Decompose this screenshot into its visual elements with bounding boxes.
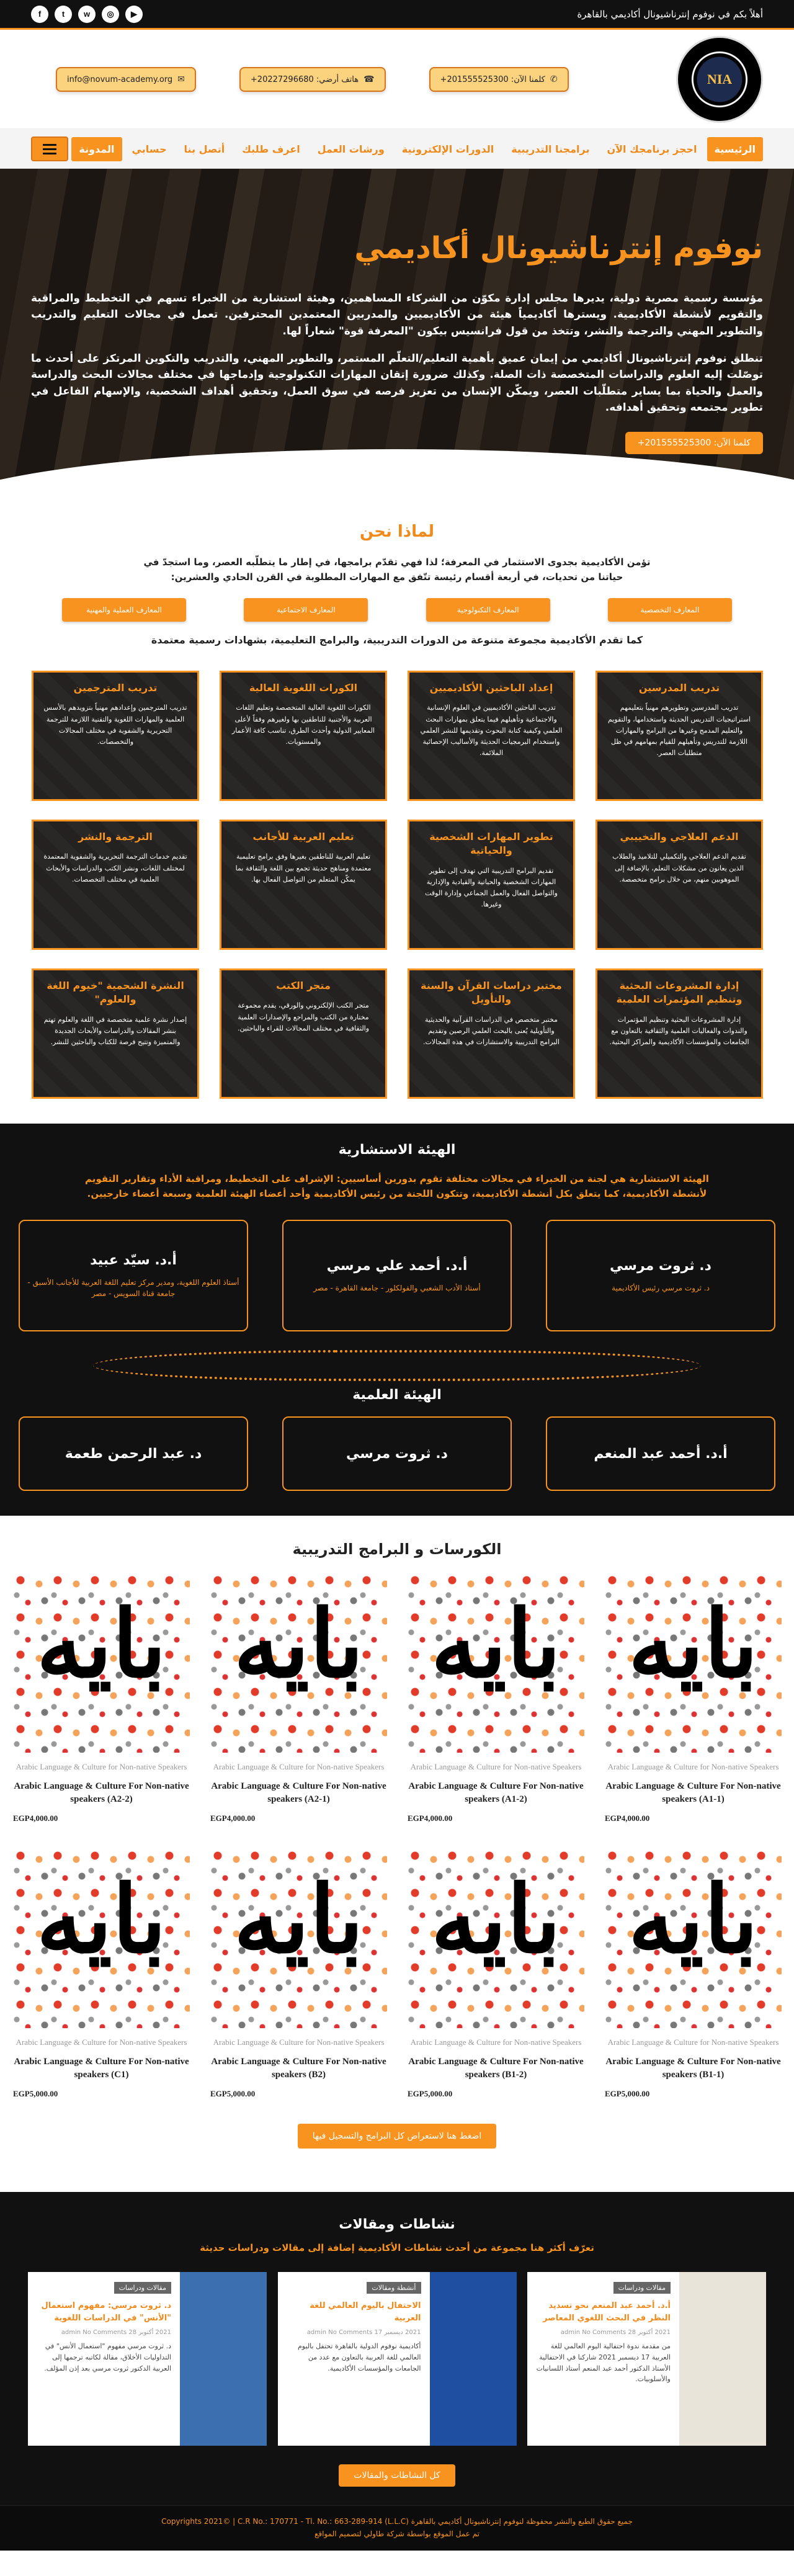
course-name[interactable]: Arabic Language & Culture For Non-native speakers (B1-2) [408,2057,584,2080]
calligraphy-glyph: بايه [36,1865,167,1975]
news-image[interactable] [679,2272,766,2446]
advisory-member-card [19,1220,248,1331]
department-text: مختبر متخصص في الدراسات القرآنية والحديثية والتأويلية يُعنى بالبحث العلمي الرصين وتقديم البرامج التدريبية والاستشارات في هذه المجالات. [423,1015,560,1047]
whatsapp-icon[interactable]: w [78,6,96,23]
why-us-title: لماذا نحن [359,522,435,541]
department-card[interactable] [220,968,387,1099]
news-excerpt: من مقدمة ندوة احتفالية اليوم العالمي للغة العربية 17 ديسمبر 2021 شاركنا في الاحتفالية الأستاذ الدكتور أحمد عبد المنعم أستاذ اللسانيات والأسلوبيات. [536,2342,671,2384]
news-card[interactable] [28,2272,267,2446]
contact-icon: ✆ [550,74,558,84]
course-category[interactable]: Arabic Language & Culture for Non-native Speakers [213,2037,385,2047]
twitter-icon[interactable]: t [55,6,72,23]
nav-item[interactable]: أتصل بنا [184,143,225,155]
advisory-member-card [282,1220,512,1331]
course-card[interactable] [13,1573,190,1823]
why-us-sub: كما تقدم الأكاديمية مجموعة متنوعة من الدورات التدريبية، والبرامج التعليمية، بشهادات رسمية معتمدة [151,634,643,646]
knowledge-button[interactable]: المعارف العملية والمهنية [62,598,186,622]
course-card[interactable] [408,1573,584,1823]
course-card[interactable] [210,1573,387,1823]
member-role: أستاذ العلوم اللغوية، ومدير مركز تعليم اللغة العربية للأجانب الأسبق - جامعة قناة السويس - مصر [27,1277,239,1298]
news-title[interactable]: الاحتفال باليوم العالمي للغة العربية [310,2301,421,2323]
course-price: EGP5,000.00 [605,2089,650,2099]
contact-text: هاتف أرضي: 20227296680+ [250,74,359,84]
contact-boxes [56,67,569,92]
department-card[interactable] [408,820,575,950]
member-name: أ.د. أحمد عبد المنعم [594,1446,728,1462]
footer-copyright: جميع حقوق الطبع والنشر محفوظة لنوفوم إنترناشيونال أكاديمي بالقاهرة Copyrights 2021© | C.R No.: 170771 - Tl. No.: 663-289-914 (L.L.C) [161,2517,633,2526]
scientific-member-card [282,1416,512,1491]
department-card[interactable] [32,968,199,1099]
department-title: تطوير المهارات الشخصية والحياتية [429,831,553,857]
calligraphy-glyph: بايه [233,1590,364,1699]
news-card[interactable] [278,2272,517,2446]
department-card[interactable] [596,820,763,950]
course-image[interactable] [210,1573,387,1753]
department-card[interactable] [220,671,387,801]
department-text: تقديم الدعم العلاجي والتكميلي للتلاميذ والطلاب الذين يعانون من مشكلات التعلم، بالإضافة إلى الموهوبين منهم، من خلال برامج متخصصة. [612,852,746,883]
department-text: متجر الكتب الإلكتروني والورقي، يقدم مجموعة مختارة من الكتب والمراجع والإصدارات العلمية والثقافية في مختلف المجالات للقراء والباحثين. [237,1001,370,1032]
calligraphy-glyph: بايه [430,1590,561,1699]
contact-box[interactable] [56,67,196,92]
member-role: د. ثروت مرسي رئيس الأكاديمية [612,1283,710,1292]
nav-item[interactable]: الرئيسية [707,137,764,161]
department-card[interactable] [408,671,575,801]
member-name: د. ثروت مرسي [346,1446,448,1462]
department-card[interactable] [220,820,387,950]
department-text: تقديم خدمات الترجمة التحريرية والشفوية المعتمدة لمختلف اللغات، ونشر الكتب والدراسات والأبحاث العلمية في مختلف التخصصات. [43,852,187,883]
hero-title: نوفوم إنترناشيونال أكاديمي [354,231,763,266]
course-name[interactable]: Arabic Language & Culture For Non-native speakers (B2) [211,2057,386,2080]
news-category-tag[interactable]: مقالات ودراسات [613,2282,671,2294]
member-name: أ.د. أحمد علي مرسي [326,1258,468,1274]
hamburger-menu-button[interactable] [31,136,68,161]
scientific-members [19,1416,775,1491]
news-desc: تعرّف أكثر هنا مجموعة من أحدث نشاطات الأكاديمية إضافة إلى مقالات ودراسات حديثة [200,2242,594,2254]
news-grid [28,2272,766,2446]
why-us-lead: تؤمن الأكاديمية بجدوى الاستثمار في المعرفة؛ لذا فهي تقدّم برامجها، في إطار ما يتطلّبه العصر، وما استجدّ في حياتنا من تحديات، في أربعة أقسام رئيسة تتّفق مع المهارات المطلوبة في القرن الحادي والعشرين: [143,557,651,583]
course-card[interactable] [408,1848,584,2099]
course-category[interactable]: Arabic Language & Culture for Non-native Speakers [16,1762,187,1771]
department-text: الكورات اللغوية العالية المتخصصة وتعليم اللغات العربية والأجنبية للناطقين بها ولغيرهم وفقاً لأعلى المعايير الدولية وأحدث الطرق، تناسب كافة الأعمار والمستويات. [231,704,375,746]
site-footer [0,2505,794,2551]
top-bar [0,0,794,30]
course-category[interactable]: Arabic Language & Culture for Non-native Speakers [410,2037,582,2047]
department-title: مختبر دراسات القرآن والسنة والتأويل [421,980,562,1006]
news-meta: 2021 أكتوبر 28 admin No Comments [61,2329,171,2337]
news-image[interactable] [180,2272,267,2446]
course-price: EGP4,000.00 [13,1813,58,1823]
news-excerpt: أكاديمية نوفوم الدولية بالقاهرة تحتفل باليوم العالمي للغة العربية بالتعاون مع عدد من الجامعات والمؤسسات الأكاديمية. [298,2342,421,2373]
course-name[interactable]: Arabic Language & Culture For Non-native speakers (B1-1) [605,2057,781,2080]
calligraphy-glyph: بايه [36,1590,167,1699]
department-text: تدريب المترجمين وإعدادهم مهنياً بتزويدهم بالأسس العلمية والمهارات اللغوية والتقنية اللازمة للترجمة التحريرية والشفوية في مختلف المجالات والتخصصات. [43,704,187,746]
academy-logo[interactable] [676,36,763,123]
knowledge-button[interactable]: المعارف التكنولوجية [426,598,550,622]
news-title[interactable]: د. ثروت مرسي: مفهوم استعمال "الأنس" في الدراسات اللغوية [41,2301,171,2323]
contact-icon: ☎ [364,74,375,84]
nav-item[interactable]: برامجنا التدريبية [511,143,590,155]
knowledge-button[interactable]: المعارف التخصصية [608,598,732,622]
course-image[interactable] [408,1848,584,2028]
nav-item[interactable]: المدونة [71,137,122,161]
contact-text: كلمنا الآن: 201555525300+ [440,74,545,84]
news-title: نشاطات ومقالات [339,2217,455,2233]
news-title[interactable]: أ.د. أحمد عبد المنعم نحو تسديد النظر في البحث اللغوي المعاصر [543,2301,671,2323]
calligraphy-glyph: بايه [628,1865,759,1975]
boards-section [0,1124,794,1516]
department-title: إعداد الباحثين الأكاديميين [429,682,553,694]
hero-paragraph-2: تنطلق نوفوم إنترناشيونال أكاديمي من إيمان عميق بأهمية التعليم/التعلّم المستمر، والتطوير المهني، والتدريب والتكوين المرتكز على أحدث ما توصّلت إليه العلوم والدراسات المتخصصة ذات الصلة. وكذلك ضرورة إتقان المهارات التكنولوجية وإدماجها في مختلف مجالات البحث والدراسة والعمل والحياة بما يساير متطلّبات العصر، ويمكّن الإنسان من تعزيز فرصه في سوق العمل، وتحقيق أهداف الشخصية، والإسهام الفاعل في تطوير مجتمعه وتحقيق أهدافه. [31,352,763,414]
courses-grid [12,1573,782,2099]
course-price: EGP4,000.00 [210,1813,256,1823]
nav-items [71,137,763,161]
hero-paragraph-1: مؤسسة رسمية مصرية دولية، يديرها مجلس إدارة مكوّن من الشركاء المساهمين، وهيئة استشارية من الخبراء تسهم في التخطيط والمراقبة والتقويم لأنشطة الأكاديمية. ويسترها أكاديمياً هيئة من الأكاديميين والمدربين المعتمدين المحترفين. تعمل في مجالات التعليم والتدريب والتطوير المهني والترجمة والنشر، وتتخذ من قول فرانسيس بيكون "المعرفة قوة" شعاراً لها. [31,292,763,338]
department-text: تقديم البرامج التدريبية التي تهدف إلى تطوير المهارات الشخصية والحياتية والقيادية والإدارية والتواصل الفعال والعمل الجماعي وإدارة الوقت وغيرها. [425,866,558,909]
nav-item[interactable]: احجز برنامجك الآن [607,143,697,155]
ornament-divider [93,1350,701,1381]
logo-text: NIA [707,71,733,87]
department-text: تدريب المدرسين وتطويرهم مهنياً بتعليمهم استراتيجيات التدريس الحديثة واستخدامها، والتقويم والتعليم المدمج وغيرها من البرامج والمهارات اللازمة للتدريس وتأهيلهم للقيام بمهامهم في ظل متطلبات العصر. [607,704,751,757]
nav-item[interactable]: ورشات العمل [317,143,385,155]
advisory-member-card [546,1220,775,1331]
department-card[interactable] [32,820,199,950]
main-nav [0,129,794,169]
course-image[interactable] [13,1848,190,2028]
department-title: تدريب المدرسين [638,682,720,694]
all-news-button[interactable]: كل النشاطات والمقالات [339,2464,455,2487]
contact-box[interactable] [239,67,386,92]
hero-call-button[interactable]: كلمنا الآن: 201555525300+ [625,432,763,454]
course-category[interactable]: Arabic Language & Culture for Non-native Speakers [607,2037,779,2047]
course-category[interactable]: Arabic Language & Culture for Non-native Speakers [16,2037,187,2047]
calligraphy-glyph: بايه [628,1590,759,1699]
scientific-member-card [19,1416,248,1491]
advisory-title: الهيئة الاستشارية [338,1142,456,1158]
calligraphy-glyph: بايه [430,1865,561,1975]
news-excerpt: د. ثروت مرسي مفهوم "استعمال الأنس" في التداوليات الأخلاق، مقالة لكاتبه ترجمها إلى العربية الدكتور ثروت مرسي بعد إذن المؤلف. [44,2342,171,2373]
advisory-desc: الهيئة الاستشارية هي لجنة من الخبراء في مجالات مختلفة تقوم بدورين أساسيين: الإشراف على التخطيط، ومراقبة الأداء وتقارير التقويم لأنشطة الأكاديمية، كما يتعلق بكل أنشطة الأكاديمية، وتتكون اللجنة من رئيس الأكاديمية وأحد أعضاء الهيئة العلمية وسبعة أعضاء خارجيين. [85,1173,709,1199]
news-body [28,2272,180,2446]
department-title: الترجمة والنشر [78,831,153,843]
advisory-members [19,1220,775,1331]
course-name[interactable]: Arabic Language & Culture For Non-native speakers (A1-2) [408,1781,584,1805]
news-category-tag[interactable]: مقالات ودراسات [114,2282,171,2294]
course-image[interactable] [408,1573,584,1753]
course-card[interactable] [13,1848,190,2099]
department-card[interactable] [596,968,763,1099]
news-meta: 2021 ديسمبر 17 admin No Comments [306,2329,421,2337]
department-text: إصدار نشرة علمية متخصصة في اللغة والعلوم تهتم بنشر المقالات والدراسات والأبحاث الجديدة والمتميزة وتتيح فرصة للكتاب والباحثين للنشر. [43,1015,187,1047]
social-links [31,6,143,23]
course-category[interactable]: Arabic Language & Culture for Non-native Speakers [213,1762,385,1771]
department-card[interactable] [32,671,199,801]
department-title: إدارة المشروعات البحثية وتنظيم المؤتمرات العلمية [616,980,743,1006]
why-us-section [0,516,794,658]
site-header [0,30,794,129]
footer-credit: تم عمل الموقع بواسطة شركة طاولي لتصميم المواقع [314,2529,480,2539]
department-title: الدعم العلاجي والتخييبي [620,831,739,843]
department-text: إدارة المشروعات البحثية وتنظيم المؤتمرات والندوات والفعاليات العلمية والثقافية بالتعاون مع الجامعات والمؤسسات الأكاديمية والمراكز البحثية. [609,1015,749,1047]
news-image[interactable] [430,2272,517,2446]
course-name[interactable]: Arabic Language & Culture For Non-native speakers (A1-1) [605,1781,781,1805]
department-title: الكورات اللغوية العالية [249,682,358,694]
news-meta: 2021 أكتوبر 28 admin No Comments [560,2329,671,2337]
departments-grid [31,671,763,1124]
course-image[interactable] [605,1848,782,2028]
contact-box[interactable] [429,67,569,92]
contact-icon: ✉ [177,74,185,84]
news-body [278,2272,430,2446]
scientific-member-card [546,1416,775,1491]
facebook-icon[interactable]: f [31,6,48,23]
course-category[interactable]: Arabic Language & Culture for Non-native Speakers [410,1762,582,1771]
hero-curve [0,449,794,516]
department-title: متجر الكتب [276,980,331,991]
courses-section [0,1516,794,2192]
department-text: تعليم العربية للناطقين بغيرها وفق برامج تعليمية معتمدة ومناهج حديثة تجمع بين اللغة والثقافة بما يمكّن المتعلم من التواصل الفعال بها. [235,852,372,883]
member-name: أ.د. سيّد عبيد [90,1252,177,1268]
course-price: EGP5,000.00 [210,2089,256,2099]
instagram-icon[interactable]: ◎ [102,6,119,23]
course-image[interactable] [605,1573,782,1753]
course-image[interactable] [13,1573,190,1753]
course-name[interactable]: Arabic Language & Culture For Non-native speakers (C1) [14,2057,189,2080]
member-name: د. ثروت مرسي [610,1258,711,1274]
nav-item[interactable]: الدورات الإلكترونية [401,143,494,155]
course-image[interactable] [210,1848,387,2028]
course-price: EGP5,000.00 [13,2089,58,2099]
course-price: EGP4,000.00 [408,1813,453,1823]
contact-text: info@novum-academy.org [67,74,173,84]
nav-item[interactable]: اعرف طلبك [242,143,300,155]
course-name[interactable]: Arabic Language & Culture For Non-native speakers (A2-1) [211,1781,386,1805]
course-card[interactable] [605,1848,782,2099]
scientific-title: الهيئة العلمية [352,1387,442,1403]
member-role: أستاذ الأدب الشعبي والفولكلور - جامعة القاهرة - مصر [313,1283,481,1292]
all-courses-button[interactable]: اضغط هنا لاستعراض كل البرامج والتسجيل فيها [298,2124,497,2149]
department-card[interactable] [408,968,575,1099]
knowledge-button[interactable]: المعارف الاجتماعية [244,598,368,622]
calligraphy-glyph: بايه [233,1865,364,1975]
course-category[interactable]: Arabic Language & Culture for Non-native Speakers [607,1762,779,1771]
course-name[interactable]: Arabic Language & Culture For Non-native speakers (A2-2) [14,1781,189,1805]
department-title: النشرة الشحمية "خيوم اللغة والعلوم" [47,980,184,1006]
hero-section [0,169,794,516]
nav-item[interactable]: حسابي [132,143,167,155]
course-card[interactable] [210,1848,387,2099]
department-text: تدريب الباحثين الأكاديميين في العلوم الإنسانية والاجتماعية وتأهيلهم فيما يتعلق بمهارات البحث العلمي وكيفية كتابة البحوث وتقديمها للنشر العلمي واستخدام البرمجيات الحديثة والأساليب الإحصائية الملائمة. [420,704,563,757]
news-category-tag[interactable]: أنشطة ومقالات [367,2282,421,2294]
news-body [527,2272,679,2446]
welcome-text: أهلاً بكم في نوفوم إنترناشيونال أكاديمي بالقاهرة [577,8,763,20]
news-section [0,2192,794,2505]
department-card[interactable] [596,671,763,801]
department-title: تدريب المترجمين [73,682,158,694]
department-title: تعليم العربية للأجانب [252,831,354,843]
knowledge-buttons [62,598,732,622]
courses-title: الكورسات و البرامج التدريبية [292,1541,502,1558]
course-price: EGP5,000.00 [408,2089,453,2099]
course-card[interactable] [605,1573,782,1823]
member-name: د. عبد الرحمن طعمة [65,1446,202,1462]
youtube-icon[interactable]: ▶ [125,6,143,23]
news-card[interactable] [527,2272,766,2446]
course-price: EGP4,000.00 [605,1813,650,1823]
